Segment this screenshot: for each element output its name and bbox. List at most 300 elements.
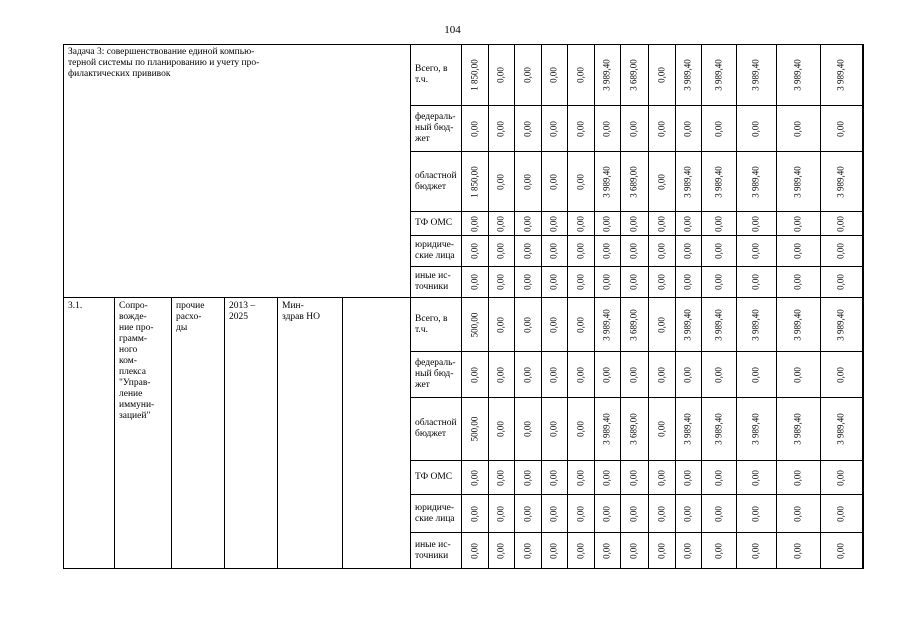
amount-value: 0,00 — [750, 366, 761, 383]
item-name-cell-line: ние про- — [119, 323, 154, 333]
amount-value: 0,00 — [548, 316, 559, 333]
amount-cell — [862, 152, 863, 212]
amount-value — [862, 307, 863, 343]
funding-source-cell — [411, 267, 462, 298]
funding-source-cell-line: Всего, в — [415, 313, 448, 324]
amount-value: 0,00 — [792, 120, 803, 137]
amount-cell — [488, 152, 514, 212]
amount-value: 0,00 — [628, 120, 639, 137]
amount-value: 0,00 — [522, 173, 533, 190]
amount-cell — [567, 212, 594, 236]
amount-value: 0,00 — [656, 173, 667, 190]
amount-value: 0,00 — [495, 505, 506, 522]
amount-value: 0,00 — [469, 542, 480, 559]
amount-cell — [541, 533, 567, 569]
amount-cell — [594, 106, 620, 152]
amount-value: 0,00 — [548, 67, 559, 83]
amount-value: 3 989,40 — [750, 308, 761, 341]
amount-cell — [488, 495, 514, 533]
amount-value: 0,00 — [601, 505, 612, 522]
amount-cell — [675, 533, 701, 569]
amount-cell — [776, 495, 820, 533]
amount-cell — [776, 212, 820, 236]
amount-cell — [701, 212, 736, 236]
amount-value: 0,00 — [495, 421, 506, 437]
executor-cell-line: здрав НО — [282, 312, 320, 322]
amount-value: 0,00 — [548, 120, 559, 137]
amount-value: 0,00 — [713, 243, 724, 259]
amount-value: 0,00 — [628, 243, 639, 259]
table-row — [64, 298, 864, 352]
amount-value: 0,00 — [522, 274, 533, 290]
expense-type-cell — [172, 298, 225, 569]
amount-cell — [488, 533, 514, 569]
amount-cell — [488, 298, 514, 352]
amount-cell — [862, 533, 863, 569]
funding-source-cell — [411, 212, 462, 236]
funding-source-cell — [411, 461, 462, 495]
amount-cell — [620, 106, 648, 152]
amount-value: 0,00 — [495, 243, 506, 259]
amount-value: 0,00 — [750, 274, 761, 290]
amount-value: 0,00 — [628, 215, 639, 232]
amount-cell — [648, 495, 675, 533]
funding-source-cell-line: Всего, в — [415, 64, 448, 74]
amount-value: 0,00 — [522, 243, 533, 259]
amount-cell — [675, 352, 701, 398]
amount-cell — [514, 298, 541, 352]
amount-cell — [648, 352, 675, 398]
task-title-cell-line: Задача 3: совершенствование единой компью- — [68, 47, 255, 57]
funding-source-cell-line: ТФ ОМС — [415, 218, 453, 228]
funding-source-cell-line: федераль- — [415, 358, 456, 368]
funding-source-cell-line: бюджет — [415, 181, 447, 192]
amount-cell — [461, 398, 488, 461]
amount-value: 0,00 — [656, 421, 667, 437]
budget-table-body — [64, 45, 864, 569]
amount-cell — [820, 461, 862, 495]
amount-cell — [820, 352, 862, 398]
amount-cell — [567, 461, 594, 495]
amount-cell — [776, 352, 820, 398]
amount-cell — [541, 461, 567, 495]
task-title-cell — [64, 45, 411, 298]
amount-value: 0,00 — [522, 120, 533, 137]
amount-value: 0,00 — [656, 215, 667, 232]
amount-value: 0,00 — [713, 366, 724, 383]
amount-cell — [648, 267, 675, 298]
amount-cell — [567, 106, 594, 152]
amount-cell — [620, 461, 648, 495]
amount-value: 3 989,40 — [682, 308, 693, 341]
amount-cell — [488, 461, 514, 495]
amount-cell — [862, 495, 863, 533]
amount-value: 0,00 — [548, 505, 559, 522]
amount-cell — [620, 212, 648, 236]
amount-cell — [675, 398, 701, 461]
amount-value: 3 989,40 — [601, 59, 612, 91]
amount-value: 0,00 — [522, 316, 533, 333]
funding-source-cell-line: юридиче- — [415, 240, 455, 250]
amount-value: 3 989,40 — [835, 308, 846, 341]
amount-cell — [862, 461, 863, 495]
amount-cell — [541, 212, 567, 236]
amount-cell — [594, 461, 620, 495]
amount-cell — [701, 45, 736, 106]
funding-source-cell-line: т.ч. — [415, 75, 428, 85]
funding-source-cell — [411, 398, 462, 461]
amount-value: 3 989,40 — [835, 59, 846, 91]
amount-cell — [461, 45, 488, 106]
amount-cell — [620, 267, 648, 298]
amount-value: 0,00 — [750, 505, 761, 522]
amount-cell — [736, 45, 776, 106]
amount-value: 0,00 — [656, 469, 667, 486]
amount-cell — [620, 45, 648, 106]
funding-source-cell-line: жет — [415, 134, 430, 144]
amount-value: 0,00 — [548, 366, 559, 383]
amount-cell — [594, 298, 620, 352]
amount-value: 0,00 — [656, 542, 667, 559]
amount-value: 0,00 — [792, 505, 803, 522]
amount-cell — [461, 461, 488, 495]
amount-value: 0,00 — [469, 274, 480, 290]
amount-value: 3 989,40 — [682, 59, 693, 91]
amount-cell — [567, 267, 594, 298]
amount-cell — [514, 152, 541, 212]
amount-cell — [594, 45, 620, 106]
amount-cell — [820, 298, 862, 352]
amount-cell — [541, 352, 567, 398]
amount-value: 0,00 — [548, 421, 559, 437]
amount-value: 3 689,00 — [628, 59, 639, 91]
amount-value: 0,00 — [628, 469, 639, 486]
amount-cell — [776, 461, 820, 495]
amount-value: 0,00 — [522, 505, 533, 522]
amount-value: 0,00 — [713, 120, 724, 137]
item-name-cell-line: Сопро- — [119, 301, 148, 311]
amount-cell — [820, 236, 862, 267]
amount-cell — [594, 495, 620, 533]
amount-cell — [820, 212, 862, 236]
period-cell — [225, 298, 278, 569]
amount-value — [862, 543, 863, 559]
amount-value: 0,00 — [575, 274, 586, 290]
amount-value — [862, 506, 863, 522]
amount-value: 0,00 — [495, 469, 506, 486]
amount-value: 0,00 — [656, 316, 667, 333]
amount-cell — [514, 45, 541, 106]
amount-cell — [736, 352, 776, 398]
amount-cell — [776, 398, 820, 461]
amount-value: 0,00 — [469, 366, 480, 383]
amount-value: 0,00 — [682, 215, 693, 232]
amount-value: 0,00 — [575, 542, 586, 559]
amount-value: 0,00 — [522, 67, 533, 83]
amount-value — [862, 470, 863, 486]
funding-source-cell-line: юридиче- — [415, 502, 455, 513]
amount-value: 500,00 — [469, 416, 480, 442]
amount-value: 3 989,40 — [713, 413, 724, 445]
amount-value: 0,00 — [601, 243, 612, 259]
amount-cell — [541, 236, 567, 267]
amount-value: 0,00 — [713, 215, 724, 232]
amount-cell — [862, 352, 863, 398]
funding-source-cell-line: ный бюд- — [415, 123, 454, 133]
amount-cell — [541, 298, 567, 352]
funding-source-cell-line: иные ис- — [415, 271, 451, 281]
amount-cell — [736, 236, 776, 267]
amount-cell — [776, 106, 820, 152]
funding-source-cell-line: т.ч. — [415, 324, 428, 335]
amount-value: 0,00 — [682, 505, 693, 522]
amount-cell — [620, 495, 648, 533]
amount-cell — [862, 212, 863, 236]
amount-value: 0,00 — [628, 274, 639, 290]
amount-cell — [541, 495, 567, 533]
amount-cell — [648, 236, 675, 267]
amount-cell — [514, 533, 541, 569]
amount-cell — [594, 152, 620, 212]
amount-cell — [541, 152, 567, 212]
amount-cell — [648, 212, 675, 236]
funding-source-cell-line: точники — [415, 282, 449, 292]
item-name-cell-line: плекса — [119, 367, 146, 377]
amount-value: 0,00 — [522, 542, 533, 559]
amount-cell — [488, 352, 514, 398]
amount-cell — [541, 106, 567, 152]
funding-source-cell — [411, 533, 462, 569]
amount-cell — [488, 45, 514, 106]
amount-cell — [701, 398, 736, 461]
amount-cell — [461, 267, 488, 298]
amount-value: 0,00 — [750, 120, 761, 137]
amount-cell — [776, 267, 820, 298]
amount-cell — [736, 461, 776, 495]
amount-value: 0,00 — [750, 243, 761, 259]
amount-cell — [514, 236, 541, 267]
amount-cell — [514, 461, 541, 495]
amount-cell — [736, 495, 776, 533]
amount-cell — [862, 45, 863, 106]
amount-cell — [675, 152, 701, 212]
amount-cell — [736, 298, 776, 352]
amount-cell — [862, 298, 863, 352]
item-name-cell-line: "Управ- — [119, 378, 151, 388]
amount-cell — [620, 533, 648, 569]
amount-cell — [736, 533, 776, 569]
amount-value: 0,00 — [495, 173, 506, 190]
amount-cell — [461, 212, 488, 236]
amount-value: 0,00 — [792, 215, 803, 232]
amount-value: 3 689,00 — [628, 165, 639, 198]
amount-value: 0,00 — [628, 505, 639, 522]
amount-cell — [620, 352, 648, 398]
amount-value: 3 689,00 — [628, 308, 639, 341]
amount-cell — [488, 267, 514, 298]
amount-value: 0,00 — [835, 542, 846, 559]
amount-value: 0,00 — [469, 243, 480, 259]
amount-value: 3 989,40 — [601, 308, 612, 341]
amount-value: 3 689,00 — [628, 413, 639, 445]
amount-value: 0,00 — [548, 542, 559, 559]
amount-cell — [567, 398, 594, 461]
amount-value: 0,00 — [522, 421, 533, 437]
amount-value — [862, 411, 863, 447]
amount-cell — [567, 236, 594, 267]
amount-cell — [820, 152, 862, 212]
amount-value: 500,00 — [469, 312, 480, 337]
item-name-cell-line: ком- — [119, 356, 137, 366]
amount-value: 0,00 — [835, 215, 846, 232]
amount-cell — [567, 533, 594, 569]
amount-cell — [862, 398, 863, 461]
amount-cell — [701, 495, 736, 533]
amount-value: 0,00 — [656, 366, 667, 383]
amount-cell — [514, 352, 541, 398]
amount-cell — [776, 152, 820, 212]
amount-cell — [488, 236, 514, 267]
amount-value: 0,00 — [601, 469, 612, 486]
amount-cell — [701, 152, 736, 212]
amount-value: 3 989,40 — [601, 165, 612, 198]
amount-cell — [675, 45, 701, 106]
expense-type-cell-line: расхо- — [176, 312, 202, 322]
amount-value: 0,00 — [575, 421, 586, 437]
amount-value: 3 989,40 — [835, 165, 846, 198]
amount-cell — [820, 398, 862, 461]
amount-value: 3 989,40 — [713, 308, 724, 341]
empty-cell — [343, 298, 411, 569]
amount-value: 0,00 — [575, 120, 586, 137]
amount-value: 0,00 — [682, 274, 693, 290]
amount-cell — [648, 461, 675, 495]
amount-value: 0,00 — [522, 366, 533, 383]
amount-value: 0,00 — [548, 243, 559, 259]
amount-value: 0,00 — [601, 366, 612, 383]
amount-cell — [820, 495, 862, 533]
item-name-cell-line: ление — [119, 389, 143, 399]
amount-value: 3 989,40 — [750, 59, 761, 91]
expense-type-cell-line: прочие — [176, 301, 205, 311]
amount-cell — [541, 45, 567, 106]
amount-cell — [594, 352, 620, 398]
item-name-cell-line: зацией" — [119, 411, 151, 421]
amount-cell — [461, 152, 488, 212]
amount-cell — [701, 352, 736, 398]
amount-cell — [701, 461, 736, 495]
amount-value: 1 850,00 — [469, 165, 480, 198]
amount-cell — [620, 398, 648, 461]
amount-value — [862, 274, 863, 290]
amount-cell — [776, 533, 820, 569]
funding-source-cell-line: точники — [415, 550, 449, 561]
amount-value: 0,00 — [835, 505, 846, 522]
amount-cell — [675, 298, 701, 352]
amount-value: 0,00 — [495, 542, 506, 559]
amount-value: 3 989,40 — [750, 413, 761, 445]
amount-cell — [541, 398, 567, 461]
amount-value: 0,00 — [469, 120, 480, 137]
amount-value — [862, 164, 863, 200]
amount-value: 3 989,40 — [682, 165, 693, 198]
amount-value: 0,00 — [469, 505, 480, 522]
amount-cell — [514, 212, 541, 236]
amount-cell — [461, 236, 488, 267]
amount-cell — [736, 212, 776, 236]
amount-value: 0,00 — [792, 469, 803, 486]
amount-cell — [736, 267, 776, 298]
amount-value: 0,00 — [575, 173, 586, 190]
funding-source-cell-line: бюджет — [415, 429, 447, 439]
amount-cell — [648, 298, 675, 352]
amount-value: 0,00 — [495, 366, 506, 383]
amount-value: 0,00 — [495, 67, 506, 83]
amount-value: 0,00 — [575, 67, 586, 83]
funding-source-cell-line: ские лица — [415, 513, 455, 524]
amount-value: 0,00 — [575, 215, 586, 232]
amount-value: 0,00 — [548, 469, 559, 486]
amount-cell — [514, 106, 541, 152]
amount-value: 0,00 — [495, 274, 506, 290]
amount-cell — [701, 236, 736, 267]
amount-value: 1 850,00 — [469, 59, 480, 91]
amount-cell — [648, 533, 675, 569]
amount-cell — [461, 495, 488, 533]
amount-value: 3 989,40 — [792, 413, 803, 445]
amount-value: 3 989,40 — [792, 308, 803, 341]
amount-cell — [648, 152, 675, 212]
amount-cell — [776, 236, 820, 267]
budget-table — [63, 44, 864, 569]
amount-value: 3 989,40 — [792, 59, 803, 91]
funding-source-cell — [411, 106, 462, 152]
amount-value: 0,00 — [835, 120, 846, 137]
amount-cell — [620, 236, 648, 267]
amount-cell — [701, 267, 736, 298]
amount-value: 0,00 — [682, 243, 693, 259]
funding-source-cell — [411, 495, 462, 533]
table-row — [64, 45, 864, 106]
amount-value: 0,00 — [628, 366, 639, 383]
amount-cell — [461, 352, 488, 398]
amount-value: 0,00 — [575, 366, 586, 383]
amount-cell — [862, 236, 863, 267]
amount-value: 0,00 — [750, 542, 761, 559]
amount-cell — [648, 106, 675, 152]
amount-cell — [776, 45, 820, 106]
amount-value: 0,00 — [835, 274, 846, 290]
amount-value: 0,00 — [750, 469, 761, 486]
page-number: 104 — [444, 24, 461, 36]
funding-source-cell — [411, 45, 462, 106]
amount-cell — [567, 352, 594, 398]
period-cell-line: 2025 — [229, 312, 248, 322]
amount-value: 0,00 — [548, 274, 559, 290]
amount-value: 0,00 — [656, 120, 667, 137]
amount-value: 0,00 — [575, 505, 586, 522]
amount-cell — [736, 398, 776, 461]
item-number-cell: 3.1. — [64, 298, 115, 569]
amount-value: 0,00 — [469, 215, 480, 232]
amount-cell — [594, 212, 620, 236]
executor-cell-line: Мин- — [282, 301, 304, 311]
amount-cell — [648, 45, 675, 106]
item-name-cell-line: ного — [119, 345, 138, 355]
amount-value: 0,00 — [495, 316, 506, 333]
amount-value: 0,00 — [656, 67, 667, 83]
amount-value — [862, 243, 863, 259]
